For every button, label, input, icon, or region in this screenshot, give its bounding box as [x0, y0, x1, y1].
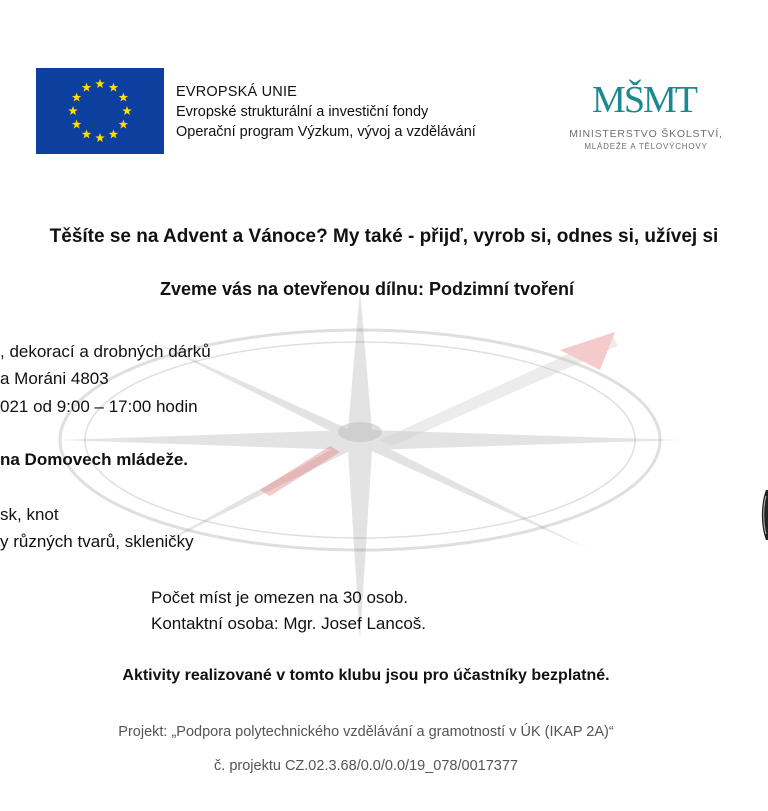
contact-text: Kontaktní osoba: Mgr. Josef Lancoš.	[151, 614, 426, 633]
eu-star-icon	[82, 83, 92, 92]
msmt-logo-mark	[592, 70, 696, 124]
capacity-text: Počet míst je omezen na 30 osob.	[151, 588, 409, 607]
eu-star-icon	[72, 93, 82, 102]
eu-logo-line3: Operační program Výzkum, vývoj a vzdělávání	[176, 124, 476, 140]
msmt-logo-line2: MLÁDEŽE A TĚLOVÝCHOVY	[584, 142, 708, 151]
eu-flag-logo	[36, 68, 164, 154]
eu-star-icon	[95, 133, 105, 142]
detail-line-2: a Moráni 4803	[0, 369, 109, 388]
detail-line-4: na Domovech mládeže.	[0, 450, 189, 469]
detail-line-5: sk, knot	[0, 505, 59, 524]
eu-star-icon	[95, 79, 105, 88]
page-heading: Těšíte se na Advent a Vánoce? My také - přijď, vyrob si, odnes si, užívej si	[49, 226, 719, 247]
eu-star-icon	[109, 83, 119, 92]
eu-star-icon	[82, 129, 92, 138]
eu-logo-line2: Evropské strukturální a investiční fondy	[176, 104, 429, 120]
eu-star-icon	[119, 93, 129, 102]
eu-star-icon	[109, 129, 119, 138]
detail-line-6: y různých tvarů, skleničky	[0, 532, 194, 551]
detail-line-1: , dekorací a drobných dárků	[0, 342, 211, 361]
msmt-logo-line1: MINISTERSTVO ŠKOLSTVÍ,	[569, 128, 723, 140]
detail-line-3: 021 od 9:00 – 17:00 hodin	[0, 397, 198, 416]
cropped-image-fragment	[757, 490, 768, 540]
free-activities-note: Aktivity realizované v tomto klubu jsou pro účastníky bezplatné.	[122, 667, 610, 684]
page-subheading: Zveme vás na otevřenou dílnu: Podzimní tvoření	[159, 279, 575, 299]
eu-star-icon	[68, 106, 78, 115]
msmt-logo-mark-text: MŠMT	[592, 79, 696, 121]
project-number: č. projektu CZ.02.3.68/0.0/0.0/19_078/0017377	[214, 758, 518, 774]
eu-logo-line1: EVROPSKÁ UNIE	[176, 84, 298, 100]
eu-star-icon	[72, 120, 82, 129]
eu-star-icon	[122, 106, 132, 115]
project-name: Projekt: „Podpora polytechnického vzdělávání a gramotností v ÚK (IKAP 2A)“	[118, 724, 614, 740]
eu-logo-text	[176, 82, 476, 142]
eu-star-icon	[119, 120, 129, 129]
